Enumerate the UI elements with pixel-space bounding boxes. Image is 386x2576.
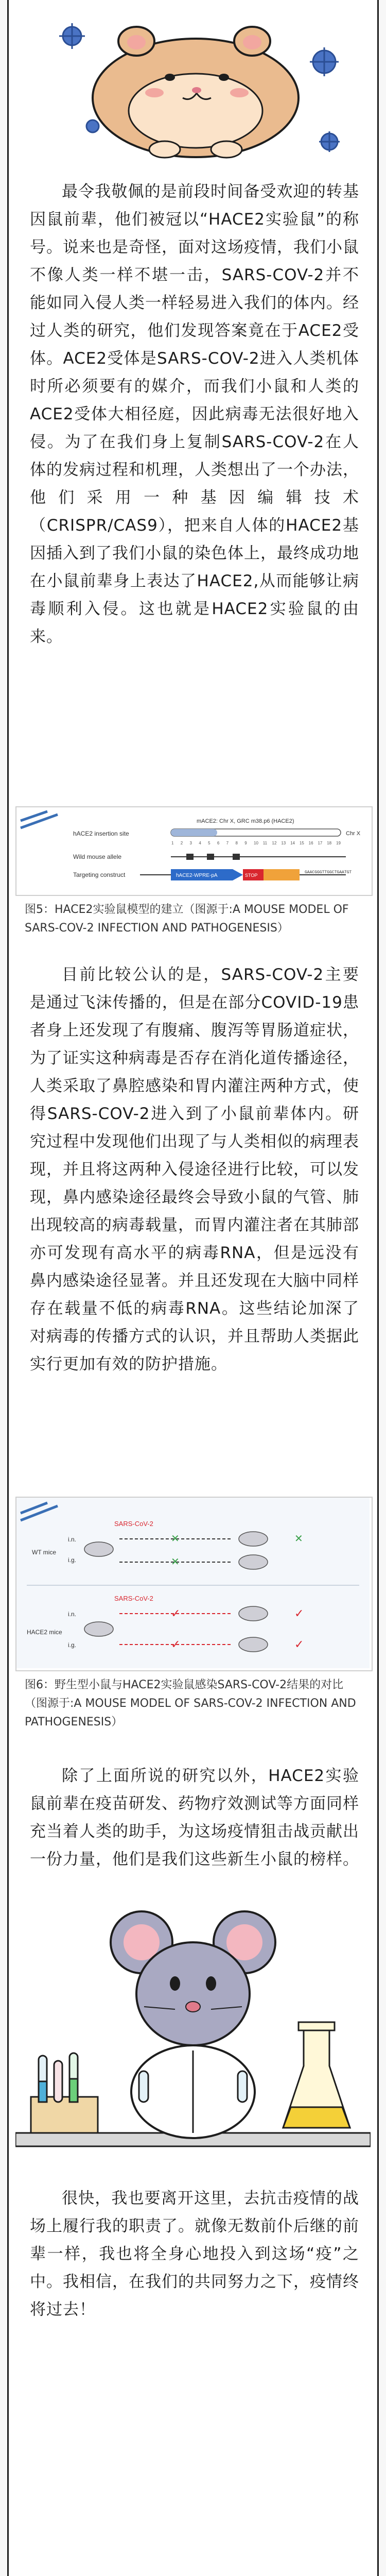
exon-number: 3: [189, 841, 192, 845]
exon-number: 10: [254, 841, 258, 845]
exon-number: 9: [244, 841, 247, 845]
virus-label-hace2: SARS-CoV-2: [114, 1595, 153, 1602]
exon-row: [171, 841, 341, 845]
exon-number: 6: [217, 841, 220, 845]
result-check-4: ✓: [294, 1638, 304, 1651]
route-ig-hace2: i.g.: [68, 1641, 77, 1649]
left-border: [0, 0, 9, 2576]
stop-codon-label: STOP: [245, 873, 258, 878]
paragraph-transmission-study: 目前比较公认的是，SARS-COV-2主要是通过飞沫传播的，但是在部分COVID-19患者身上还发现了有腹痛、腹泻等胃肠道症状，为了证实这种病毒是否存在消化道传播途径，人类采取了鼻腔感染和胃内灌注两种方式，使得SARS-COV-2进入到了小鼠前辈体内。研究过程中发现他们出现了与人类相似的病理表现，并且将这两种入侵途径进行比较，可以发现，鼻内感染途径最终会导致小鼠的气管、肺出现较高的病毒载量，而胃内灌注者在其肺部亦可发现有高水平的病毒RNA，但是远没有鼻内感染途径显著。并且还发现在大脑中同样存在载量不低的病毒RNA。这些结论加深了对病毒的传播方式的认识，并且帮助人类据此实行更加有效的防护措施。: [30, 965, 359, 1374]
construct-text: hACE2-WPRE-pA: [176, 873, 218, 878]
exon-number: 12: [272, 841, 277, 845]
result-cross-1: ✕: [171, 1532, 180, 1545]
exon-number: 11: [262, 841, 268, 845]
lab-mouse-drawing: [15, 1901, 371, 2174]
exon-number: 4: [199, 841, 201, 845]
lab-mouse-illustration: [15, 1901, 371, 2174]
chr-x-label: Chr X: [346, 831, 361, 837]
figure-5-diagram: [15, 806, 373, 896]
result-cross-3: ✕: [294, 1532, 303, 1545]
targeting-label: Targeting construct: [73, 871, 126, 878]
gene-sequence: GAACGGGTTGGCTGAATGT: [305, 870, 352, 875]
wt-mice-label: WT mice: [32, 1549, 57, 1556]
exon-number: 7: [226, 841, 229, 845]
exon-number: 17: [318, 841, 323, 845]
chromosome-label: mACE2: Chr X, GRC m38.p6 (HACE2): [197, 818, 294, 824]
figure-5-caption: 图5：HACE2实验鼠模型的建立（图源于:A MOUSE MODEL OF SARS-COV-2 INFECTION AND PATHOGENESIS）: [25, 903, 349, 935]
exon-number: 19: [336, 841, 341, 845]
exon-number: 1: [171, 841, 174, 845]
exon-number: 14: [290, 841, 295, 845]
hace2-construct-diagram: [16, 807, 370, 893]
virus-label-wt: SARS-CoV-2: [114, 1520, 153, 1528]
infection-comparison-diagram: [16, 1498, 370, 1668]
result-check-1: ✓: [171, 1607, 181, 1620]
exon-number: 18: [327, 841, 332, 845]
wild-allele-label: Wild mouse allele: [73, 853, 122, 860]
insertion-site-label: hACE2 insertion site: [73, 830, 129, 837]
result-check-2: ✓: [171, 1638, 181, 1651]
hamster-drawing: [15, 0, 371, 170]
route-ig-wt: i.g.: [68, 1556, 77, 1564]
exon-number: 16: [308, 841, 313, 845]
exon-number: 15: [299, 841, 304, 845]
exon-number: 2: [180, 841, 183, 845]
paragraph-vaccine-role: 除了上面所说的研究以外，HACE2实验鼠前辈在疫苗研发、药物疗效测试等方面同样充当着人类的助手，为这场疫情狙击战贡献出一份力量，他们是我们这些新生小鼠的榜样。: [30, 1767, 359, 1869]
exon-number: 13: [281, 841, 286, 845]
right-border: [377, 0, 386, 2576]
route-in-hace2: i.n.: [68, 1611, 77, 1618]
figure-6-caption: 图6：野生型小鼠与HACE2实验鼠感染SARS-COV-2结果的对比 （图源于:A MOUSE MODEL OF SARS-COV-2 INFECTION AND PATHOGENESIS）: [25, 1679, 356, 1728]
figure-6-diagram: [15, 1497, 373, 1671]
hace2-mice-label: HACE2 mice: [27, 1629, 62, 1636]
route-in-wt: i.n.: [68, 1536, 77, 1543]
result-cross-2: ✕: [171, 1555, 180, 1568]
paragraph-hace2-origin: 最令我敬佩的是前段时间备受欢迎的转基因鼠前辈，他们被冠以“HACE2实验鼠”的称号。说来也是奇怪，面对这场疫情，我们小鼠不像人类一样不堪一击，SARS-COV-2并不能如同入侵人类一样轻易进入我们的体内。经过人类的研究，他们发现答案竟在于ACE2受体。ACE2受体是SARS-COV-2进入人类机体时所必须要有的媒介，而我们小鼠和人类的ACE2受体大相径庭，因此病毒无法很好地入侵。为了在我们身上复制SARS-COV-2在人体的发病过程和机理，人类想出了一个办法，他们采用一种基因编辑技术（CRISPR/CAS9），把来自人体的HACE2基因插入到了我们小鼠的染色体上，最终成功地在小鼠前辈身上表达了HACE2,从而能够让病毒顺利入侵。这也就是HACE2实验鼠的由来。: [30, 182, 359, 646]
flask-icon: [283, 2022, 350, 2128]
paragraph-closing: 很快，我也要离开这里，去抗击疫情的战场上履行我的职责了。就像无数前仆后继的前辈一样，我也将全身心地投入到这场“疫”之中。我相信，在我们的共同努力之下，疫情终将过去！: [30, 2189, 359, 2319]
hamster-illustration: [15, 0, 371, 170]
exon-number: 5: [208, 841, 210, 845]
exon-number: 8: [235, 841, 238, 845]
result-check-3: ✓: [294, 1607, 304, 1620]
test-tube-icon: [31, 2053, 98, 2133]
